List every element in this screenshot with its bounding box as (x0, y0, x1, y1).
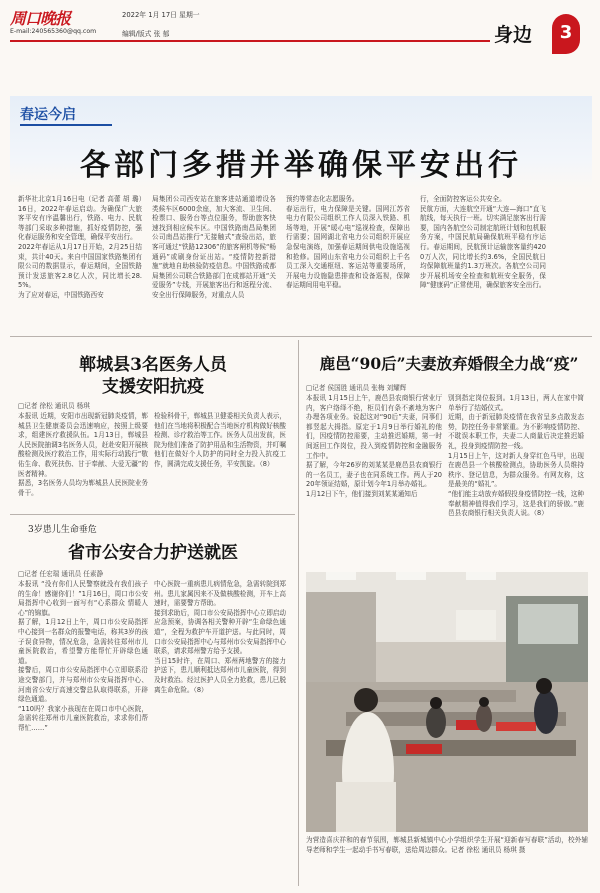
lead-col-1: 新华社北京1月16日电（记者 高蕾 胡 璐）16日，2022年春运启动。为确保广大旅客平安有序温馨出行，铁路、电力、民航等部门采取多种措施，抓好疫情防控，强化春运服务和安全管理，确保平安出行。 2022年春运从1月17日开始，2月25日结束，共计40天。来自中国国家铁路集团有限公司的数据显示，春运期间，全国铁路预计发送旅客2.8亿人次，同比增长28.5%。 为了应对春运，中国铁路西安 (18, 195, 142, 299)
photo-caption: 为营造喜庆祥和的春节氛围，郸城县新城镇中心小学组织学生开展“迎新春写春联”活动，校外辅导老师和学生一起动手书写春联，送给周边群众。记者 徐松 通讯员 杨琪 摄 (306, 836, 588, 854)
couple-headline: 鹿邑“90后”夫妻放弃婚假全力战“疫” (319, 354, 579, 373)
editors-line: 编辑/版式 张 郁 (122, 30, 170, 38)
classroom-photo-illustration (306, 572, 588, 832)
lead-col-3: 预约等常态化志愿服务。 春运出行，电力保障是关键。国网江苏省电力有限公司组织工作人员深入铁路、机场等地，开展“暖心电”巡视检查，保障出行需要；国网湖北省电力公司组织开展应急保电演练，加强春运期间供电设施巡视和抢修。国网山东省电力公司组织上千名员工深入交通枢纽、客运站等重要场所，开展电力设施隐患排查和设备巡视，保障春运期间用电平稳。 (286, 195, 410, 290)
page-number-badge (552, 14, 580, 54)
lead-col-4: 行，全面防控客运公共安全。 民航方面，大连航空开通“大连—海口”直飞航线，每天执行一班。切实满足旅客出行需要，国内各航空公司制定航班计划和包机服务方案，中国民航局确保航班平稳有序运行。春运期间，民航预计运输旅客量约4200万人次，同比增长约3.6%，全国民航日均保障航班量约1.3万班次。各航空公司同步开展机场安全检查和航班安全服务，保障“健康码”正常使用，确保旅客安全出行。 (420, 195, 546, 290)
paper-name: 周口晚报 (10, 9, 71, 28)
lead-headline: 各部门多措并举确保平安出行 (80, 148, 522, 183)
date-line: 2022年 1月 17日 星期一 (122, 11, 200, 19)
email-line: E-mail:240565360@qq.com (10, 28, 97, 35)
masthead-rule (10, 40, 490, 42)
section-divider (10, 336, 592, 337)
doctors-byline: □记者 徐松 通讯员 杨琪 (18, 402, 90, 410)
left-divider (10, 514, 295, 515)
paper-logo (10, 6, 70, 28)
doctors-headline-1: 郸城县3名医务人员 (79, 355, 227, 375)
hospital-byline: □记者 任宏瑞 通讯员 任素静 (18, 570, 104, 578)
couple-byline: □记者 侯国胜 通讯员 张梅 刘耀辉 (306, 384, 407, 392)
couple-col-2: 别到指定岗位报到。1月13日，两人在家中简单举行了结婚仪式。 近期，由于新冠肺炎疫情在我省呈多点散发态势，防控任务非常繁重。为不影响疫情防控、不耽误本职工作，夫妻二人商量后决定推迟婚礼，投身到疫情防控一线。 1月15日上午，这对新人身穿红色马甲，出现在鹿邑县一个核酸检测点，协助医务人员维持秩序、登记信息，为群众服务。有网友称，这是最美的“婚礼”。 “他们能主动放弃婚假投身疫情防控一线，这种奉献精神值得我们学习，这是我们的骄傲。”鹿邑县农商银行相关负责人说。（8） (448, 394, 584, 518)
hospital-col-1: 本报讯 “没有你们人民警察就没有我们孩子的生命！感谢你们！”1月16日，周口市公安局指挥中心收到一面写有“心系群众 情暖人心”的锦旗。 据了解，1月12日上午，周口市公安局指挥中心接到一名群众的报警电话，称其3岁的孩子误食异物，情况危急，急需转往郑州市儿童医院救治，希望警方能帮忙开辟绿色通道。 接警后，周口市公安局指挥中心立即联系沿途交警部门，并与郑州市公安局指挥中心、河南省公安厅高速交警总队取得联系，开辟绿色通道。 “110吗？我家小孩现在在周口市中心医院，急需转往郑州市儿童医院救治，求求你们帮帮忙……” (18, 580, 148, 732)
page-number: 3 (559, 22, 573, 43)
vertical-divider (298, 340, 299, 886)
hospital-kicker: 3岁患儿生命垂危 (28, 525, 97, 535)
lead-col-2: 局集团公司西安站在旅客进站通道增设各类候车区6000余座，加大客流、卫生间、检票口、服务台等点位服务，帮助旅客快速找到相应候车区。中国铁路南昌局集团公司南昌站推行“无接触式”查验出站，旅客可通过“铁路12306”的旅客闸机等候“畅通码”或刷身份证出站。“疫情防控新措施”就地自助核验防疫信息。中国铁路成都局集团公司联合铁路部门在成都站开通“关爱服务”专线，开展旅客出行和返程分流、安全出行保障服务，对重点人员 (152, 195, 276, 299)
lead-banner (10, 96, 592, 188)
section-name: 身边 (494, 24, 533, 46)
news-photo (306, 572, 588, 832)
hospital-headline: 省市公安合力护送就医 (68, 543, 238, 563)
lead-kicker: 春运今启 (20, 107, 76, 123)
hospital-col-2: 中心医院一重病患儿病情危急，急需转院到郑州。患儿家属因来不及做核酸检测，开车上高速时，需要警方帮助。 接到求助后，周口市公安局指挥中心立即启动应急预案，协调各相关警种开辟“生命绿色通道”，全程为救护车开道护送。与此同时，周口市公安局指挥中心与郑州市公安局指挥中心联系，请求郑州警方给予支援。 当日15时许，在周口、郑州两地警方的接力护送下，患儿顺利抵达郑州市儿童医院，得到及时救治。经过医护人员全力抢救，患儿已脱离生命危险。（8） (154, 580, 286, 694)
kicker-underline (20, 124, 112, 126)
doctors-col-2: 检验科骨干，郸城县卫健委相关负责人表示，他们在当地将积极配合当地医疗机构做好核酸检测、诊疗救治等工作。医务人员出发前，医院为他们准备了防护用品和生活物资，并叮嘱他们在做好个人防护的同时全力投入抗疫工作，圆满完成支援任务，平安凯旋。（8） (154, 412, 286, 468)
masthead (0, 0, 600, 90)
doctors-col-1: 本报讯 近期，安阳市出现新冠肺炎疫情，郸城县卫生健康委员会迅速响应，按照上级要求，组建医疗救援队伍。1月13日，郸城县人民医院抽调3名医务人员，赶赴安阳开展核酸检测及医疗救治工作，用实际行动践行“敬佑生命、救死扶伤、甘于奉献、大爱无疆”的医者精神。 据悉，3名医务人员均为郸城县人民医院业务骨干。 (18, 412, 148, 497)
couple-col-1: 本报讯 1月15日上午，鹿邑县农商银行营业厅内，客户络绎不绝，柜员们有条不紊地为客户办理各项业务。说起这对“90后”夫妻，同事们都竖起大拇指。原定于1月9日举行婚礼的他们，因疫情防控需要，主动推迟婚期，第一时间返回工作岗位，投入到疫情防控和金融服务工作中。 据了解，今年26岁的刘某某是鹿邑县农商银行的一名员工，妻子也在同系统工作。两人于2020年领证结婚，原计划今年1月举办婚礼。 1月12日下午，他们接到刘某某通知后 (306, 394, 442, 498)
doctors-headline-2: 支援安阳抗疫 (102, 377, 204, 397)
